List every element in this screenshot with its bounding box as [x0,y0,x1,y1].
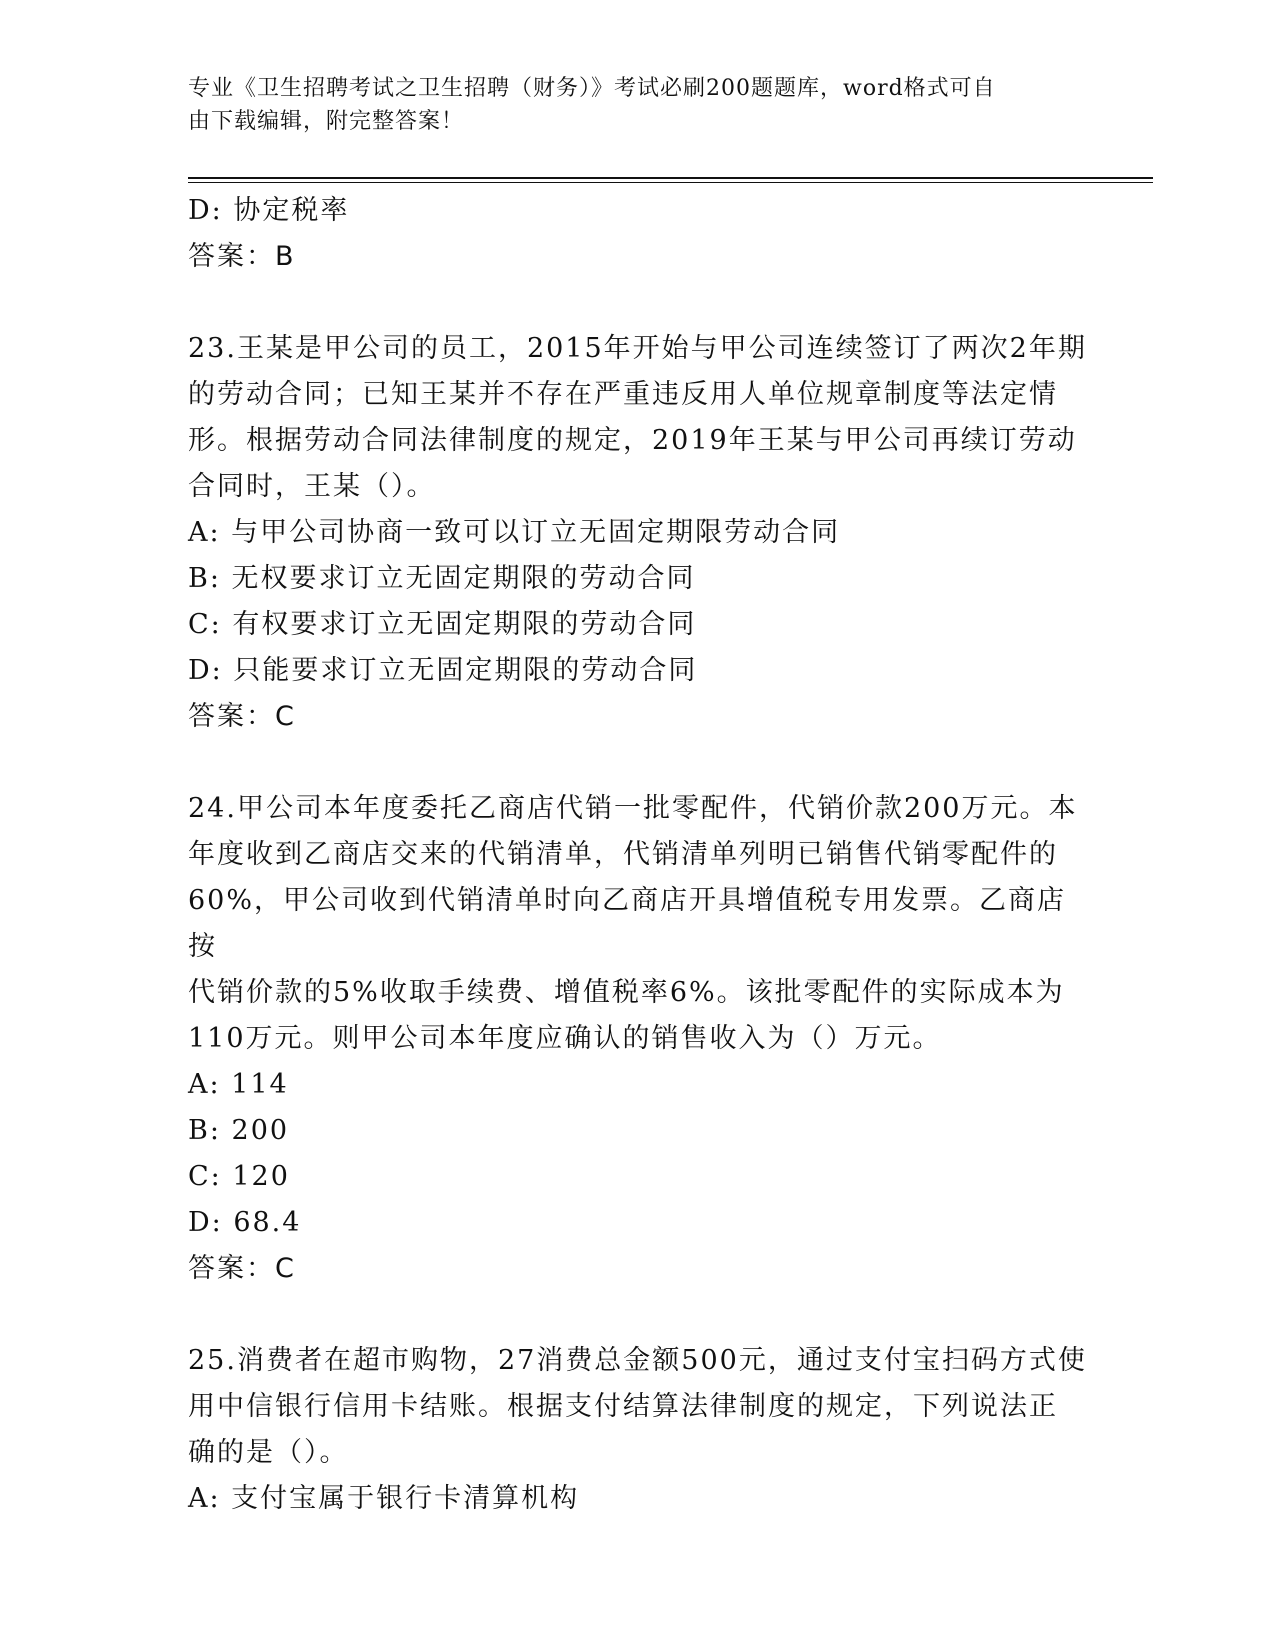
option-b: B: 200 [188,1115,290,1146]
header-line-1: 专业《卫生招聘考试之卫生招聘（财务）》考试必刷200题题库，word格式可自 [188,76,996,101]
header-divider-thick [188,177,1153,179]
header-divider-thin [188,182,1153,183]
question-stem-line: 合同时，王某（）。 [188,471,436,502]
question-stem-line: 确的是（）。 [188,1437,349,1468]
question-stem-line: 的劳动合同；已知王某并不存在严重违反用人单位规章制度等法定情 [188,379,1058,410]
option-d: D: 只能要求订立无固定期限的劳动合同 [188,655,698,686]
answer-line: 答案：C [188,701,296,732]
question-stem-line: 代销价款的5%收取手续费、增值税率6%。该批零配件的实际成本为 [188,977,1065,1008]
question-stem-line: 形。根据劳动合同法律制度的规定，2019年王某与甲公司再续订劳动 [188,425,1077,456]
page-header [188,72,1088,138]
option-d: D: 协定税率 [188,195,350,226]
option-d: D: 68.4 [188,1207,302,1238]
question-stem-line: 110万元。则甲公司本年度应确认的销售收入为（）万元。 [188,1023,942,1054]
question-stem-line: 24.甲公司本年度委托乙商店代销一批零配件，代销价款200万元。本 [188,793,1078,824]
question-22-tail [188,188,1088,280]
question-23 [188,326,1088,740]
question-stem-line: 用中信银行信用卡结账。根据支付结算法律制度的规定，下列说法正 [188,1391,1058,1422]
question-stem-line: 25.消费者在超市购物，27消费总金额500元，通过支付宝扫码方式使 [188,1345,1087,1376]
option-a: A: 114 [188,1069,289,1100]
question-24 [188,786,1088,1292]
question-25 [188,1338,1088,1522]
option-c: C: 有权要求订立无固定期限的劳动合同 [188,609,697,640]
document-body [188,188,1088,1522]
question-stem-line: 23.王某是甲公司的员工，2015年开始与甲公司连续签订了两次2年期 [188,333,1087,364]
option-b: B: 无权要求订立无固定期限的劳动合同 [188,563,696,594]
answer-line: 答案：C [188,1253,296,1284]
answer-line: 答案：B [188,241,296,272]
option-c: C: 120 [188,1161,290,1192]
option-a: A: 支付宝属于银行卡清算机构 [188,1483,580,1514]
question-stem-line: 年度收到乙商店交来的代销清单，代销清单列明已销售代销零配件的 [188,839,1058,870]
question-stem-line: 60%，甲公司收到代销清单时向乙商店开具增值税专用发票。乙商店按 [188,885,1067,962]
header-line-2: 由下载编辑，附完整答案！ [188,109,465,134]
option-a: A: 与甲公司协商一致可以订立无固定期限劳动合同 [188,517,841,548]
